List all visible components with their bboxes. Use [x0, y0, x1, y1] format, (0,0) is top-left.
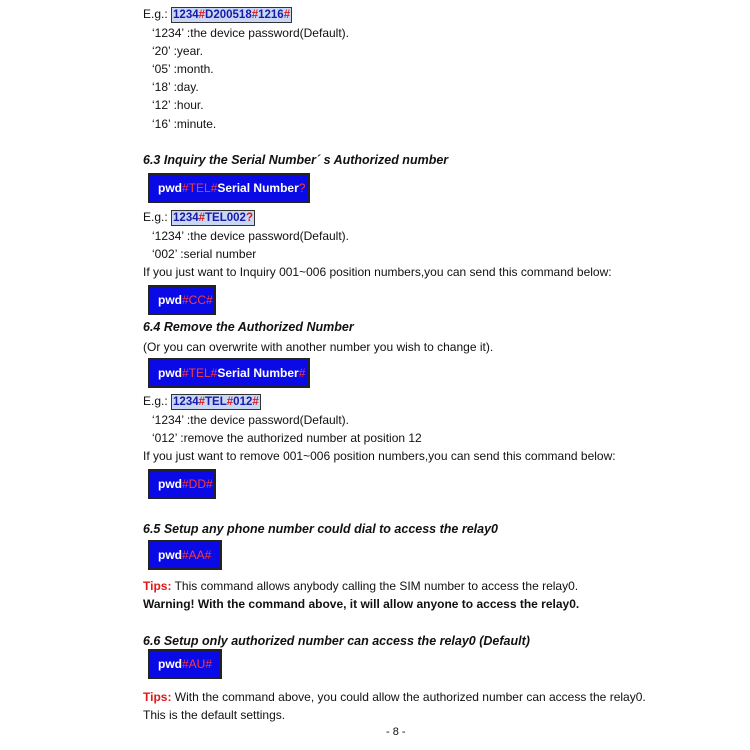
warning-text: Warning! With the command above, it will allow anyone to access the relay0. [143, 597, 580, 611]
command-box: pwd #AA# [148, 540, 222, 570]
tips-label: Tips: [143, 690, 172, 704]
command-box: pwd #TEL# Serial Number # [148, 358, 310, 388]
note-text: If you just want to Inquiry 001~006 position numbers,you can send this command below: [143, 265, 612, 279]
example-explanation: ‘1234’ :the device password(Default). [152, 26, 349, 40]
eg-label: E.g.: [143, 394, 168, 408]
example-row [143, 393, 261, 410]
example-explanation: ‘002’ :serial number [152, 247, 257, 261]
note-text: If you just want to remove 001~006 position numbers,you can send this command below: [143, 449, 616, 463]
command-box: pwd #TEL # Serial Number ? [148, 173, 310, 203]
example-command-box: 1234#TEL002? [173, 212, 253, 224]
eg-label: E.g.: [143, 7, 168, 21]
example-row-1 [143, 6, 292, 23]
tips-text: This command allows anybody calling the SIM number to access the relay0. [171, 579, 579, 593]
section-heading-6-6: 6.6 Setup only authorized number can access the relay0 (Default) [143, 634, 530, 648]
example-explanation: ‘18’ :day. [152, 80, 199, 94]
example-row [143, 209, 255, 226]
example-explanation: ‘1234’ :the device password(Default). [152, 413, 349, 427]
section-heading-6-4: 6.4 Remove the Authorized Number [143, 320, 354, 334]
example-command-box: 1234#D200518#1216# [173, 9, 291, 21]
example-explanation: ‘16’ :minute. [152, 117, 217, 131]
example-command-box: 1234#TEL#012# [173, 396, 259, 408]
example-explanation: ‘012’ :remove the authorized number at position 12 [152, 431, 422, 445]
tips-line [143, 689, 646, 705]
default-settings-text: This is the default settings. [143, 708, 286, 722]
page-number: - 8 - [386, 726, 406, 738]
example-explanation: ‘12’ :hour. [152, 98, 204, 112]
tips-line [143, 578, 578, 594]
eg-label: E.g.: [143, 210, 168, 224]
tips-text: With the command above, you could allow the authorized number can access the relay0. [171, 690, 646, 704]
section-subtext: (Or you can overwrite with another number you wish to change it). [143, 340, 494, 354]
command-box: pwd #CC# [148, 285, 216, 315]
example-explanation: ‘05’ :month. [152, 62, 214, 76]
command-box: pwd #AU# [148, 649, 222, 679]
example-explanation: ‘1234’ :the device password(Default). [152, 229, 349, 243]
command-box: pwd #DD# [148, 469, 216, 499]
example-explanation: ‘20’ :year. [152, 44, 203, 58]
section-heading-6-3: 6.3 Inquiry the Serial Number´ s Authorized number [143, 153, 449, 167]
tips-label: Tips: [143, 579, 172, 593]
section-heading-6-5: 6.5 Setup any phone number could dial to access the relay0 [143, 522, 498, 536]
